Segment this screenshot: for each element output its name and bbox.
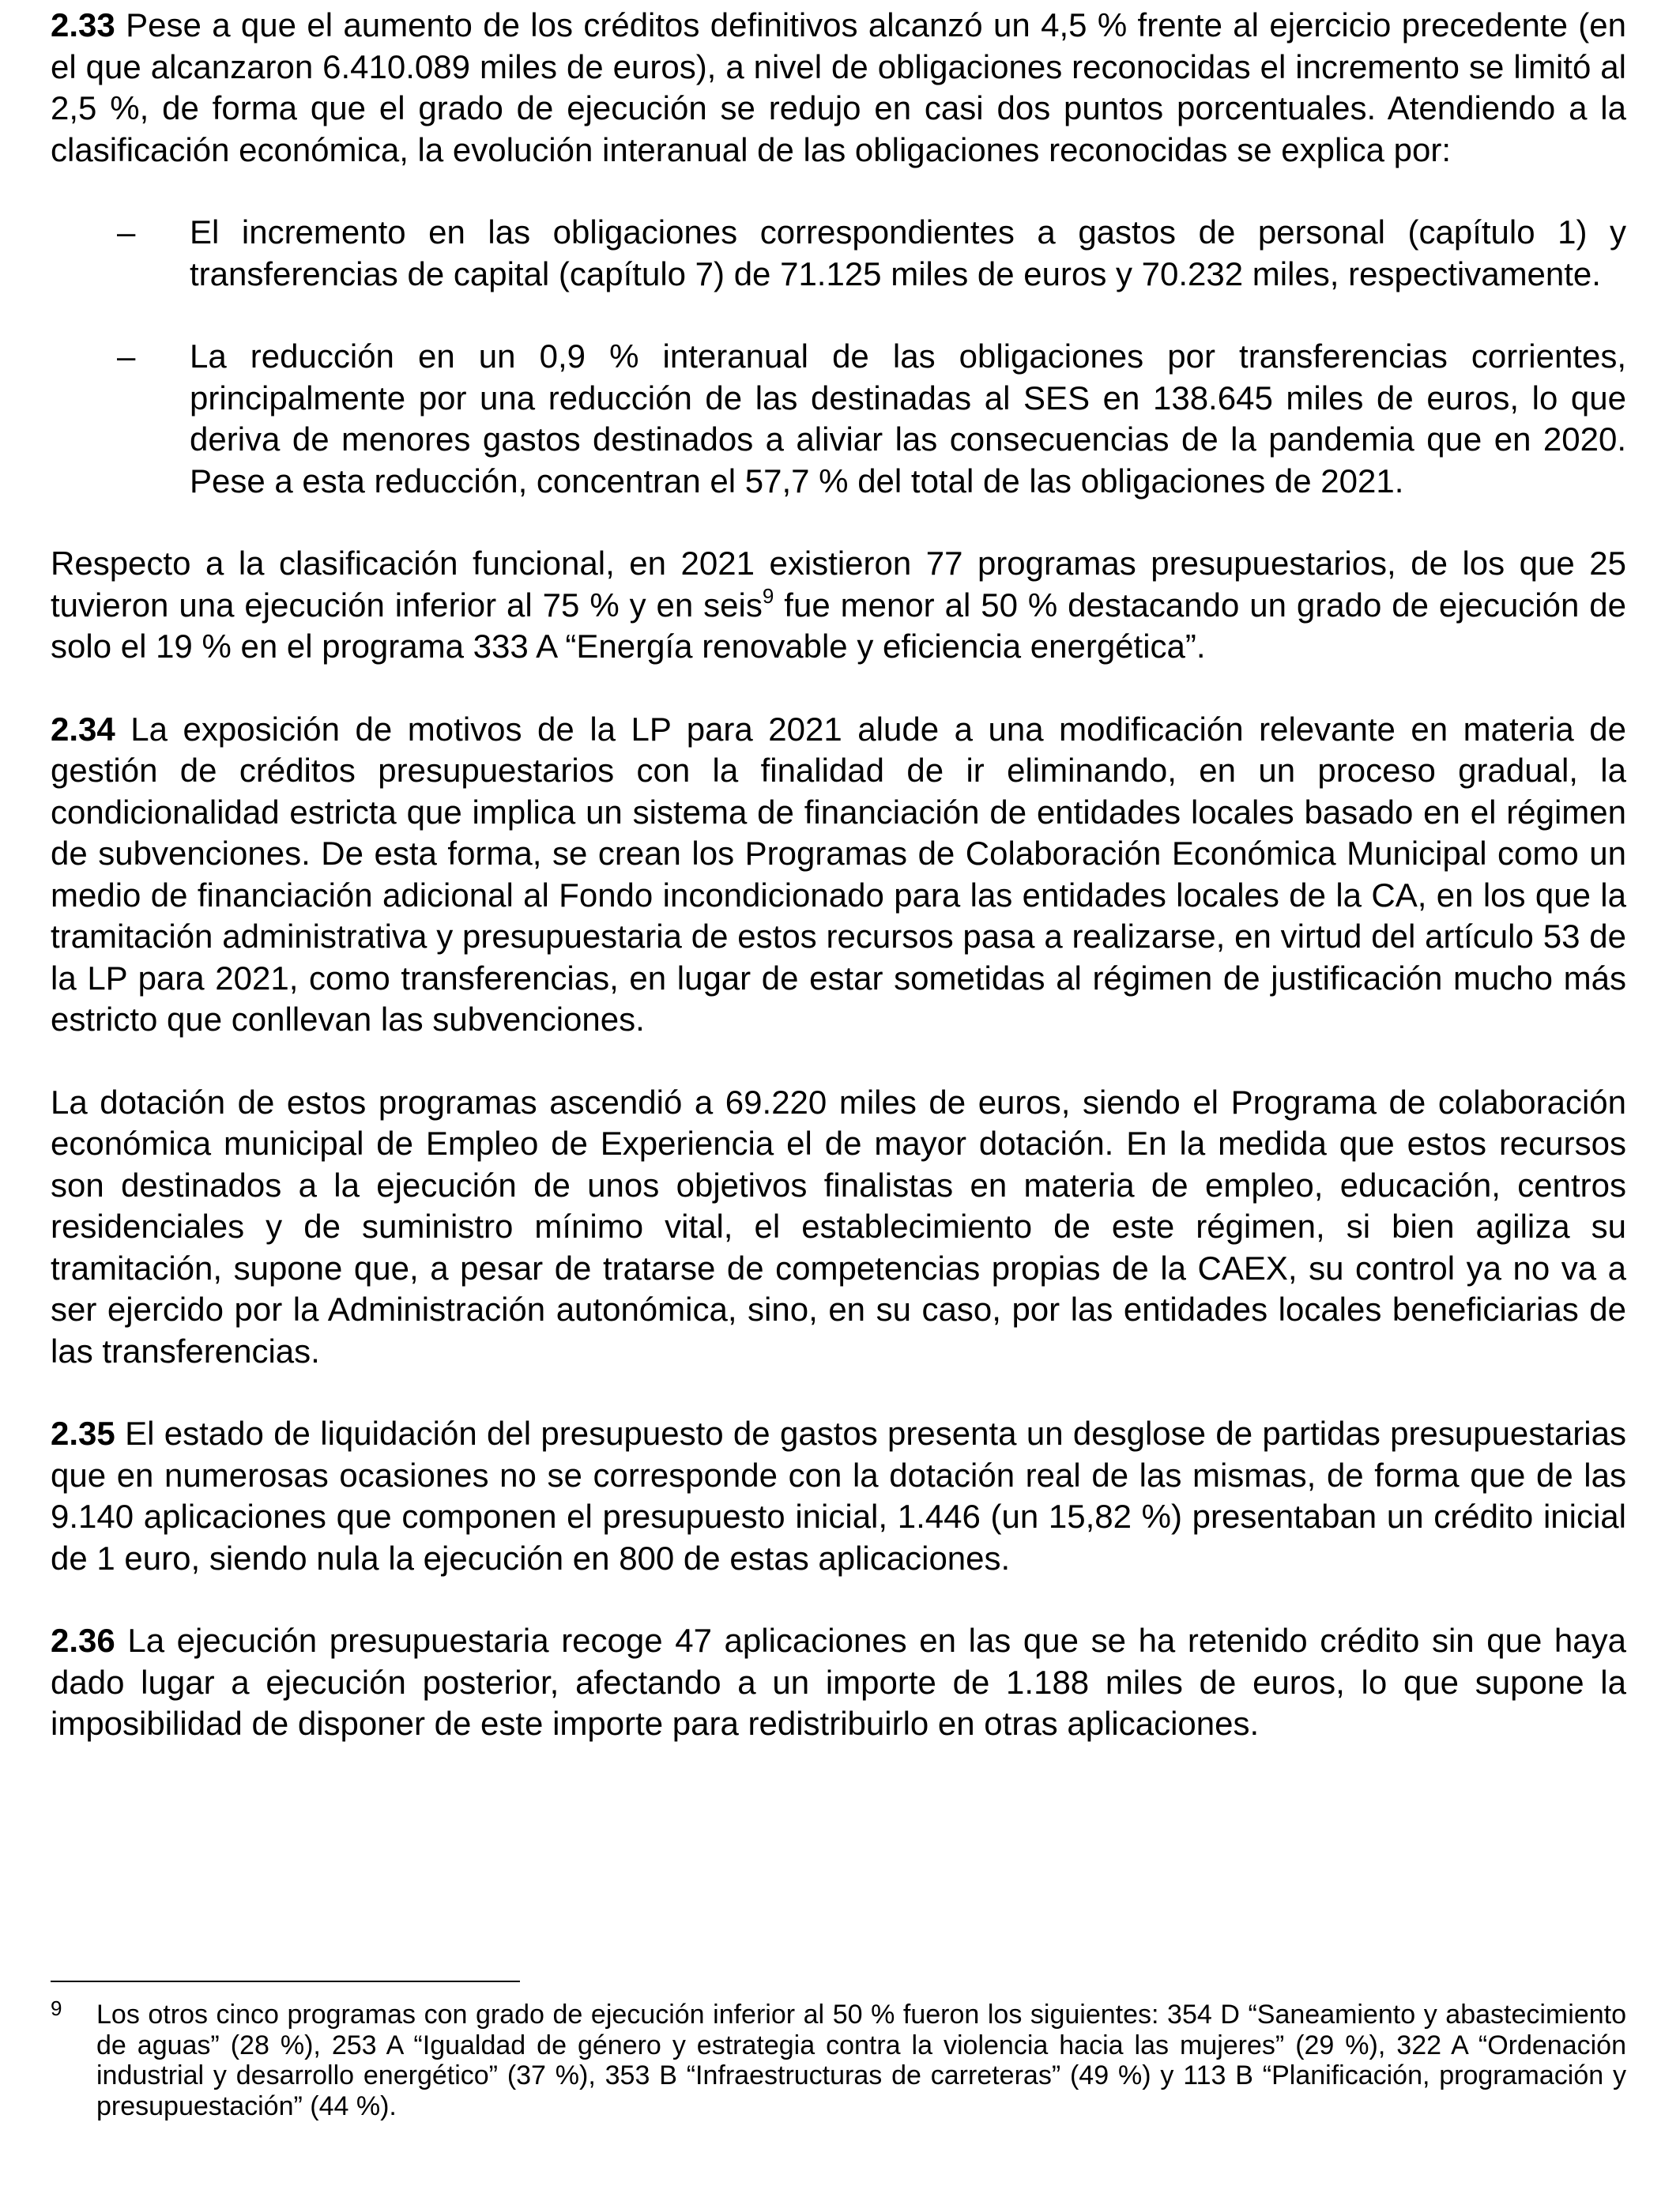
bullet-dash: –	[117, 213, 136, 251]
footnote	[51, 1996, 1626, 2121]
paragraph-text: El estado de liquidación del presupuesto de gastos presenta un desglose de partidas presupuestarias que en numerosas ocasiones no se corresponde con la dotación real de las mismas, de forma que de las 9.140 aplicaciones que componen el presupuesto inicial, 1.446 (un 15,82 %) presentaban un crédito inicial de 1 euro, siendo nula la ejecución en 800 de estas aplicaciones.	[51, 1415, 1626, 1577]
paragraph-clasificacion-funcional	[51, 543, 1626, 668]
bullet-dash: –	[117, 337, 136, 375]
footnote-number: 9	[51, 1996, 62, 2020]
paragraph-text-after: fue menor al 50 % destacando un grado de ejecución de solo el 19 % en el programa 333 A “Energía renovable y eficiencia energética”.	[51, 586, 1627, 665]
document-page	[51, 5, 1626, 1745]
bullet-text: La reducción en un 0,9 % interanual de las obligaciones por transferencias corrientes, principalmente por una reducción de las destinadas al SES en 138.645 miles de euros, lo que deriva de menores gastos destinados a aliviar las consecuencias de la pandemia que en 2020. Pese a esta reducción, concentran el 57,7 % del total de las obligaciones de 2021.	[190, 337, 1626, 499]
footnote-reference[interactable]: 9	[762, 583, 774, 608]
paragraph-text: La exposición de motivos de la LP para 2021 alude a una modificación relevante en materia de gestión de créditos presupuestarios con la finalidad de ir eliminando, en un proceso gradual, la condicionalidad estricta que implica un sistema de financiación de entidades locales basado en el régimen de subvenciones. De esta forma, se crean los Programas de Colaboración Económica Municipal como un medio de financiación adicional al Fondo incondicionado para las entidades locales de la CA, en los que la tramitación administrativa y presupuestaria de estos recursos pasa a realizarse, en virtud del artículo 53 de la LP para 2021, como transferencias, en lugar de estar sometidas al régimen de justificación mucho más estricto que conllevan las subvenciones.	[51, 710, 1626, 1038]
paragraph-2-34	[51, 709, 1626, 1041]
bullet-item-1	[51, 212, 1626, 295]
footnote-separator	[51, 1981, 520, 1982]
paragraph-2-36	[51, 1620, 1626, 1745]
paragraph-number: 2.34	[51, 710, 115, 748]
paragraph-text: Pese a que el aumento de los créditos definitivos alcanzó un 4,5 % frente al ejercicio precedente (en el que alcanzaron 6.410.089 miles de euros), a nivel de obligaciones reconocidas el incremento se limitó al 2,5 %, de forma que el grado de ejecución se redujo en casi dos puntos porcentuales. Atendiendo a la clasificación económica, la evolución interanual de las obligaciones reconocidas se explica por:	[51, 6, 1626, 168]
paragraph-text: La ejecución presupuestaria recoge 47 aplicaciones en las que se ha retenido crédito sin que haya dado lugar a ejecución posterior, afectando a un importe de 1.188 miles de euros, lo que supone la imposibilidad de disponer de este importe para redistribuirlo en otras aplicaciones.	[51, 1622, 1626, 1742]
paragraph-number: 2.36	[51, 1622, 115, 1659]
paragraph-number: 2.35	[51, 1415, 115, 1452]
paragraph-dotacion	[51, 1082, 1626, 1373]
footnote-text: Los otros cinco programas con grado de ejecución inferior al 50 % fueron los siguientes: 354 D “Saneamiento y abastecimiento de aguas” (28 %), 253 A “Igualdad de género y estrategia contra la violencia hacia las mujeres” (29 %), 322 A “Ordenación industrial y desarrollo energético” (37 %), 353 B “Infraestructuras de carreteras” (49 %) y 113 B “Planificación, programación y presupuestación” (44 %).	[96, 2000, 1626, 2121]
bullet-item-2	[51, 336, 1626, 502]
paragraph-2-33	[51, 5, 1626, 171]
paragraph-text: La dotación de estos programas ascendió a 69.220 miles de euros, siendo el Programa de colaboración económica municipal de Empleo de Experiencia el de mayor dotación. En la medida que estos recursos son destinados a la ejecución de unos objetivos finalistas en materia de empleo, educación, centros residenciales y de suministro mínimo vital, el establecimiento de este régimen, si bien agiliza su tramitación, supone que, a pesar de tratarse de competencias propias de la CAEX, su control ya no va a ser ejercido por la Administración autonómica, sino, en su caso, por las entidades locales beneficiarias de las transferencias.	[51, 1083, 1626, 1370]
paragraph-2-35	[51, 1413, 1626, 1579]
paragraph-text-before: Respecto a la clasificación funcional, en 2021 existieron 77 programas presupuestarios, de los que 25 tuvieron una ejecución inferior al 75 % y en seis	[51, 545, 1626, 624]
paragraph-number: 2.33	[51, 6, 115, 43]
bullet-text: El incremento en las obligaciones correspondientes a gastos de personal (capítulo 1) y transferencias de capital (capítulo 7) de 71.125 miles de euros y 70.232 miles, respectivamente.	[190, 213, 1626, 292]
